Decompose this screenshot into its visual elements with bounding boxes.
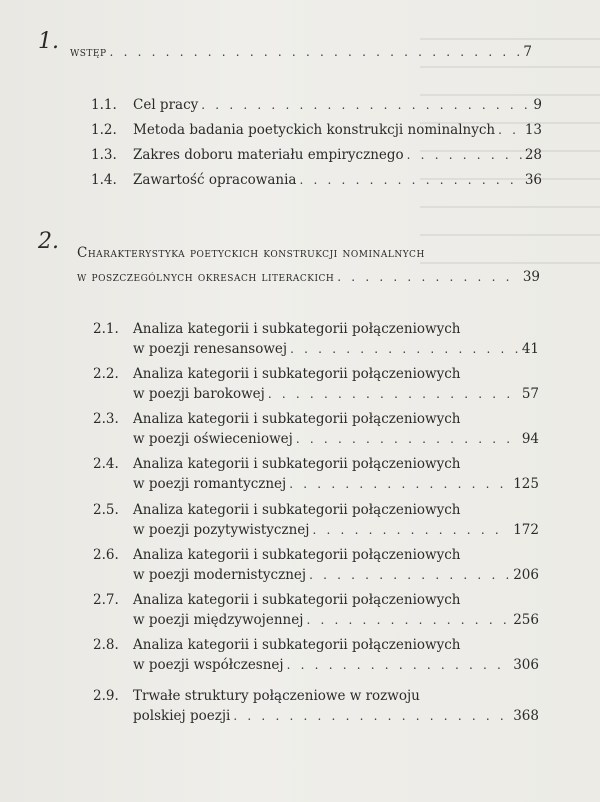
section-number: 2.8. xyxy=(93,637,119,653)
section-title-continued: w poezji modernistycznej xyxy=(133,567,307,583)
section-number: 2.4. xyxy=(93,456,119,472)
section-number: 2.6. xyxy=(93,547,119,563)
section-line xyxy=(133,321,460,337)
leader-dots xyxy=(289,476,510,492)
section-line xyxy=(133,612,539,628)
section-line xyxy=(133,411,460,427)
section-number: 1.2. xyxy=(91,122,117,138)
section-number: 2.9. xyxy=(93,688,119,704)
leader-dots xyxy=(110,44,521,60)
leader-dots xyxy=(407,147,522,163)
page-number: 9 xyxy=(533,97,542,113)
leader-dots xyxy=(290,341,519,357)
section-title-continued: w poezji romantycznej xyxy=(133,476,287,492)
chapter-title-line xyxy=(77,245,425,261)
leader-dots xyxy=(306,612,510,628)
leader-dots xyxy=(312,522,510,538)
section-line xyxy=(133,592,460,608)
section-line xyxy=(133,97,542,113)
page-number: 125 xyxy=(513,476,539,492)
page-number: 7 xyxy=(523,44,532,60)
section-line xyxy=(133,456,460,472)
leader-dots xyxy=(201,97,530,113)
chapter-title-line xyxy=(70,44,532,60)
section-number: 2.5. xyxy=(93,502,119,518)
section-line xyxy=(133,657,539,673)
section-title-continued: w poezji współczesnej xyxy=(133,657,284,673)
section-number: 1.3. xyxy=(91,147,117,163)
page-number: 41 xyxy=(521,341,539,357)
section-title: Metoda badania poetyckich konstrukcji nominalnych xyxy=(133,122,496,138)
section-title: Analiza kategorii i subkategorii połączeniowych xyxy=(133,366,461,382)
page-number: 94 xyxy=(521,431,539,447)
leader-dots xyxy=(268,386,519,402)
section-title: Analiza kategorii i subkategorii połączeniowych xyxy=(133,321,461,337)
leader-dots xyxy=(337,269,520,285)
section-line xyxy=(133,476,539,492)
section-title: Analiza kategorii i subkategorii połączeniowych xyxy=(133,637,461,653)
chapter-number: 1. xyxy=(38,29,59,54)
chapter-title-continued: w poszczególnych okresach literackich xyxy=(77,269,335,285)
leader-dots xyxy=(233,708,510,724)
section-title: Analiza kategorii i subkategorii połączeniowych xyxy=(133,502,461,518)
section-title-continued: w poezji renesansowej xyxy=(133,341,288,357)
section-line xyxy=(133,637,460,653)
section-title: Analiza kategorii i subkategorii połączeniowych xyxy=(133,547,461,563)
section-title: Analiza kategorii i subkategorii połączeniowych xyxy=(133,411,461,427)
page-number: 172 xyxy=(513,522,539,538)
leader-dots xyxy=(287,657,511,673)
section-line xyxy=(133,341,539,357)
section-title: Analiza kategorii i subkategorii połączeniowych xyxy=(133,592,461,608)
leader-dots xyxy=(299,172,521,188)
section-title: Cel pracy xyxy=(133,97,199,113)
section-number: 2.7. xyxy=(93,592,119,608)
section-number: 2.1. xyxy=(93,321,119,337)
section-line xyxy=(133,386,539,402)
page-number: 57 xyxy=(521,386,539,402)
section-title: Trwałe struktury połączeniowe w rozwoju xyxy=(133,688,420,704)
section-title-continued: polskiej poezji xyxy=(133,708,231,724)
leader-dots xyxy=(309,567,510,583)
section-number: 1.1. xyxy=(91,97,117,113)
page-number: 39 xyxy=(522,269,540,285)
section-line xyxy=(133,172,542,188)
chapter-number: 2. xyxy=(38,229,59,254)
section-number: 1.4. xyxy=(91,172,117,188)
leader-dots xyxy=(296,431,519,447)
section-line xyxy=(133,366,460,382)
section-title: Zakres doboru materiału empirycznego xyxy=(133,147,404,163)
leader-dots xyxy=(498,122,522,138)
chapter-title-line xyxy=(77,269,540,285)
section-line xyxy=(133,522,539,538)
section-line xyxy=(133,688,420,704)
page-number: 28 xyxy=(524,147,542,163)
page-number: 206 xyxy=(513,567,539,583)
section-title-continued: w poezji barokowej xyxy=(133,386,265,402)
page-number: 306 xyxy=(513,657,539,673)
page-number: 36 xyxy=(524,172,542,188)
section-line xyxy=(133,547,460,563)
section-title: Zawartość opracowania xyxy=(133,172,297,188)
section-line xyxy=(133,431,539,447)
section-line xyxy=(133,567,539,583)
section-line xyxy=(133,502,460,518)
section-line xyxy=(133,708,539,724)
section-number: 2.2. xyxy=(93,366,119,382)
chapter-title: wstęp xyxy=(70,44,107,60)
section-line xyxy=(133,122,542,138)
section-line xyxy=(133,147,542,163)
chapter-title: Charakterystyka poetyckich konstrukcji nominalnych xyxy=(77,245,425,261)
section-number: 2.3. xyxy=(93,411,119,427)
page-number: 256 xyxy=(513,612,539,628)
page-number: 13 xyxy=(524,122,542,138)
section-title-continued: w poezji oświeceniowej xyxy=(133,431,293,447)
page-number: 368 xyxy=(513,708,539,724)
section-title-continued: w poezji pozytywistycznej xyxy=(133,522,310,538)
section-title-continued: w poezji międzywojennej xyxy=(133,612,304,628)
section-title: Analiza kategorii i subkategorii połączeniowych xyxy=(133,456,461,472)
